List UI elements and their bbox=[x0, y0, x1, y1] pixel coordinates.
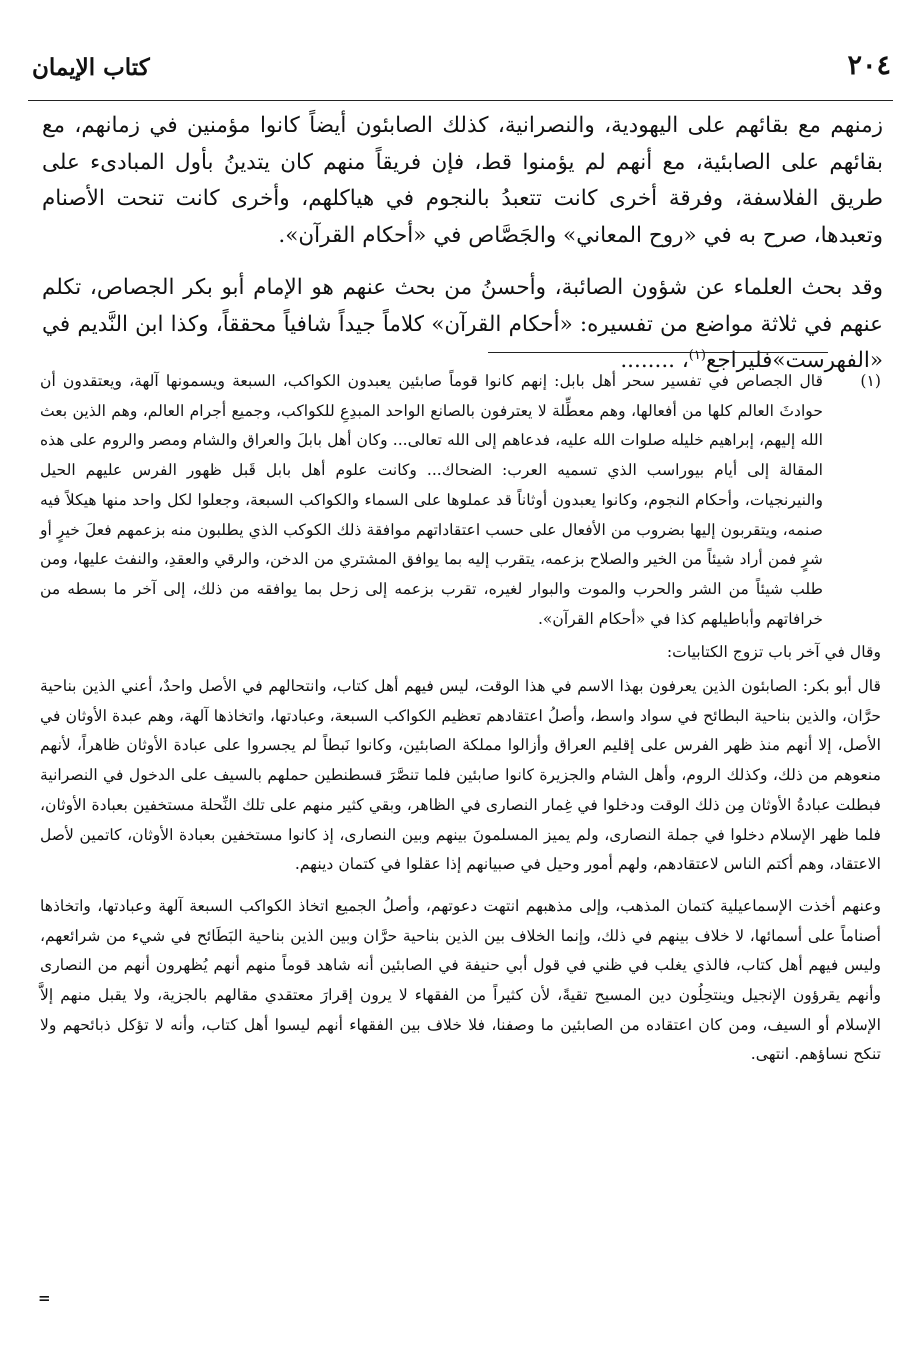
footnote-text: قال الجصاص في تفسير سحر أهل بابل: إنهم كانوا قوماً صابئين يعبدون الكواكب، السبعة ويسمونها آلهة، ويعتقدون أن حوادثَ العالم كلها من أفعالها، وهم معطِّلة لا يعترفون بالصانع الواحد المبدِعِ للكواكب، وجميع أجرام العالم، وهم الذين بعث الله إليهم، إبراهيم خليله صلوات الله عليه، فدعاهم إلى الله تعالى... وكان أهل بابلَ والعراق والشام ومصر والروم على هذه المقالة إلى أيام بيوراسب الذي تسميه العرب: الضحاك... وكانت علوم أهل بابل قَبل ظهور الفرس عليهم الحيل والنيرنجيات، وأحكام النجوم، وكانوا يعبدون أوثاناً قد عملوها على السماء والكواكب السبعة، وجعلوا لكل واحد منها هيكلاً فيه صنمه، ويتقربون إليها بضروب من الأفعال على حسب اعتقاداتهم موافقة ذلك الكوكب الذي يطلبون منه بزعمهم فعلَ خيرٍ أو شرٍ فمن أراد شيئاً من الخير والصلاح بزعمه، يتقرب إليه بما يوافق المشتري من الدخن، والرقي والعقدِ، والنفث عليها، ومن طلب شيئاً من الشر والحرب والموت والبوار لغيره، تقرب بزعمه إلى زحل بما يوافقه من ذلك، إلى آخر ما بسطه من خرافاتهم وأباطيلهم كذا في «أحكام القرآن». bbox=[40, 372, 823, 628]
footnotes bbox=[40, 367, 881, 1070]
continuation-mark: = bbox=[38, 1289, 51, 1307]
main-paragraph-text: وقد بحث العلماء عن شؤون الصائبة، وأحسنُ من بحث عنهم هو الإمام أبو بكر الجصاص، تكلم عنهم في ثلاثة مواضع من تفسيره: «أحكام القرآن» كلاماً جيداً شافياً محققاً، وكذا ابن النَّديم في «الفهرست»فليراجع bbox=[42, 275, 883, 373]
footnote-paragraph: وعنهم أخذت الإسماعيلية كتمان المذهب، وإلى مذهبهم انتهت دعوتهم، وأصلُ الجميع اتخاذ الكواكب السبعة آلهة وعبادتها، واتخاذها أصناماً على أسمائها، لا خلاف بينهم في ذلك، وإنما الخلاف بين الذين بناحية حرَّان وبين الذين بناحية البَطَائح في شيء من شرائعهم، وليس فيهم أهل كتاب، فالذي يغلب في ظني في قول أبي حنيفة في الصابئين أنه شاهد قوماً منهم أنهم يُظهرون أنهم من النصارى وأنهم يقرؤون الإنجيل وينتحِلُون دين المسيح تقيةً، لأن كثيراً من الفقهاء لا يرون إقرارَ معتقدي مقالهم بالجزية، ولا يقبل منهم إلاَّ الإسلام أو السيف، ومن كان اعتقاده من الصابئين ما وصفنا، فلا خلاف بين الفقهاء أنهم ليسوا أهل كتاب، وأنه لا تؤكل ذبائحهم ولا تنكح نساؤهم. انتهى. bbox=[40, 896, 881, 1064]
main-paragraph bbox=[42, 270, 883, 380]
footnote-number: (١) bbox=[860, 372, 881, 390]
footnote-separator bbox=[488, 352, 828, 353]
main-paragraph: زمنهم مع بقائهم على اليهودية، والنصرانية، كذلك الصابئون أيضاً كانوا مؤمنين في زمانهم، مع بقائهم على الصابئية، مع أنهم لم يؤمنوا قط، فإن فريقاً منهم كان يتدينُ بأول المبادىء على طريق الفلاسفة، وفرقة أخرى كانت تتعبدُ بالنجوم في هياكلهم، وأخرى كانت تنحت الأصنام وتعبدها، صرح به في «روح المعاني» والجَصَّاص في «أحكام القرآن». bbox=[42, 113, 883, 248]
footnote-paragraph: وقال في آخر باب تزوج الكتابيات: bbox=[666, 643, 881, 662]
footnote-paragraph bbox=[40, 367, 881, 634]
book-title: كتاب الإيمان bbox=[32, 54, 150, 81]
dotted-leader: ........ bbox=[620, 348, 675, 373]
footnote-paragraph: قال أبو بكر: الصابئون الذين يعرفون بهذا الاسم في هذا الوقت، ليس فيهم أهل كتاب، وانتحالهم في الأصل واحدٌ، أعني الذين بناحية حرَّان، والذين بناحية البطائح في سواد واسط، وأصلُ اعتقادهم تعظيم الكواكب السبعة، وعبادتها، واتخاذها آلهة، وهم عبدة الأوثان في الأصل، إلا أنهم منذ ظهر الفرس على إقليم العراق وأزالوا مملكة الصابئين، وكانوا نَبطاً لم يجسروا على عبادة الأوثان ظاهراً، لأنهم منعوهم من ذلك، وكذلك الروم، وأهل الشام والجزيرة كانوا صابئين فلما تنصَّرَ قسطنطين حملهم بالسيف على الدخول في النصرانية فبطلت عبادةُ الأوثان مِن ذلك الوقت ودخلوا في غِمار النصارى في الظاهر، وبقي كثير منهم على تلك النِّحلة مستخفين بعبادة الأوثان، فلما ظهر الإسلام دخلوا في جملة النصارى، ولم يميز المسلمونَ بينهم وبين النصارى، إذ كانوا مستخفين بعبادة الأوثان، كاتمين لأصل الاعتقاد، وهم أكتم الناس لاعتقادهم، ولهم أمور وحيل في صبيانهم إذا عقلوا في كتمان دينهم. bbox=[40, 677, 881, 874]
footnote-marker: (١) bbox=[688, 347, 706, 363]
main-text bbox=[42, 108, 883, 380]
page-header bbox=[28, 44, 893, 101]
page-number: ٢٠٤ bbox=[847, 50, 891, 81]
main-paragraph-tail: ، bbox=[681, 348, 689, 373]
